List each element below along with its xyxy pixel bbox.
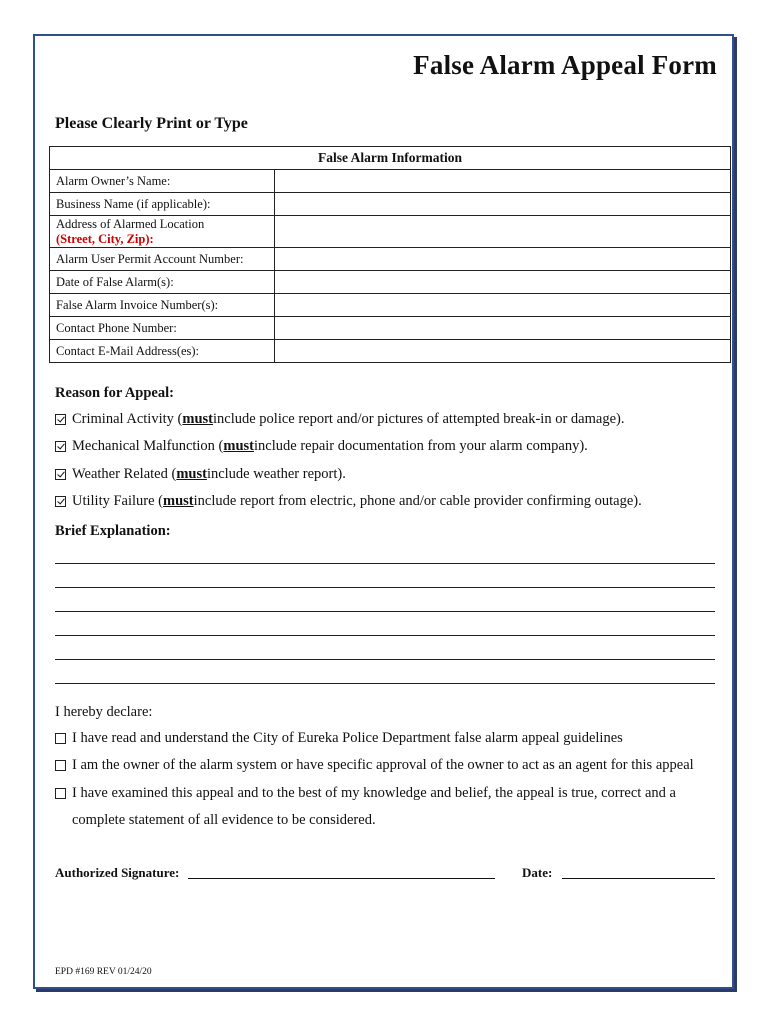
- address-sublabel: (Street, City, Zip):: [56, 231, 154, 246]
- table-row: [50, 340, 731, 363]
- address-label-cell: [50, 216, 275, 248]
- false-alarm-date-label: Date of False Alarm(s):: [50, 271, 275, 294]
- explanation-line-1[interactable]: [55, 563, 715, 564]
- form-subtitle: Please Clearly Print or Type: [55, 115, 248, 132]
- contact-phone-label: Contact Phone Number:: [50, 317, 275, 340]
- reason-text-post: include police report and/or pictures of attempted break-in or damage).: [212, 411, 625, 427]
- reason-text-post: include report from electric, phone and/or cable provider confirming outage).: [193, 493, 642, 509]
- declaration-text: I have examined this appeal and to the best of my knowledge and belief, the appeal is true, correct and a: [72, 785, 676, 801]
- table-row: [50, 294, 731, 317]
- contact-email-label: Contact E-Mail Address(es):: [50, 340, 275, 363]
- reason-for-appeal-heading: Reason for Appeal:: [55, 385, 174, 401]
- explanation-line-3[interactable]: [55, 611, 715, 612]
- declaration-text: I am the owner of the alarm system or have specific approval of the owner to act as an agent for this appeal: [72, 757, 694, 773]
- reason-mechanical-malfunction[interactable]: [55, 438, 588, 455]
- permit-account-number-field[interactable]: [275, 248, 731, 271]
- date-field[interactable]: [562, 878, 715, 879]
- checkbox-checked-icon[interactable]: [55, 414, 66, 425]
- table-row: [50, 170, 731, 193]
- explanation-line-2[interactable]: [55, 587, 715, 588]
- checkbox-unchecked-icon[interactable]: [55, 733, 66, 744]
- reason-text-pre: Weather Related (: [72, 466, 177, 482]
- checkbox-unchecked-icon[interactable]: [55, 788, 66, 799]
- declaration-owner-approval[interactable]: [55, 757, 694, 774]
- reason-criminal-activity[interactable]: [55, 411, 624, 428]
- must-emphasis: must: [223, 438, 255, 454]
- declaration-intro: I hereby declare:: [55, 704, 153, 720]
- checkbox-checked-icon[interactable]: [55, 469, 66, 480]
- declaration-true-correct[interactable]: [55, 785, 676, 802]
- table-row: [50, 193, 731, 216]
- checkbox-unchecked-icon[interactable]: [55, 760, 66, 771]
- reason-text-post: include weather report).: [206, 466, 346, 482]
- brief-explanation-heading: Brief Explanation:: [55, 523, 171, 539]
- address-field[interactable]: [275, 216, 731, 248]
- invoice-number-label: False Alarm Invoice Number(s):: [50, 294, 275, 317]
- info-table-header: False Alarm Information: [50, 147, 731, 170]
- checkbox-checked-icon[interactable]: [55, 441, 66, 452]
- reason-weather-related[interactable]: [55, 466, 346, 483]
- false-alarm-date-field[interactable]: [275, 271, 731, 294]
- table-row: [50, 317, 731, 340]
- business-name-field[interactable]: [275, 193, 731, 216]
- table-row: [50, 271, 731, 294]
- date-label: Date:: [522, 865, 553, 880]
- reason-text-pre: Mechanical Malfunction (: [72, 438, 224, 454]
- reason-utility-failure[interactable]: [55, 493, 642, 510]
- contact-phone-field[interactable]: [275, 317, 731, 340]
- alarm-owner-name-label: Alarm Owner’s Name:: [50, 170, 275, 193]
- explanation-line-4[interactable]: [55, 635, 715, 636]
- table-row: [50, 216, 731, 248]
- contact-email-field[interactable]: [275, 340, 731, 363]
- table-row: [50, 248, 731, 271]
- declaration-continuation: complete statement of all evidence to be considered.: [72, 812, 376, 828]
- permit-account-number-label: Alarm User Permit Account Number:: [50, 248, 275, 271]
- declaration-text: I have read and understand the City of Eureka Police Department false alarm appeal guidelines: [72, 730, 623, 746]
- explanation-line-5[interactable]: [55, 659, 715, 660]
- must-emphasis: must: [176, 466, 207, 482]
- invoice-number-field[interactable]: [275, 294, 731, 317]
- must-emphasis: must: [182, 411, 213, 427]
- explanation-line-6[interactable]: [55, 683, 715, 684]
- reason-text-pre: Utility Failure (: [72, 493, 164, 509]
- reason-text-pre: Criminal Activity (: [72, 411, 183, 427]
- form-revision-code: EPD #169 REV 01/24/20: [55, 967, 152, 977]
- declaration-read-guidelines[interactable]: [55, 730, 623, 747]
- alarm-owner-name-field[interactable]: [275, 170, 731, 193]
- form-title: False Alarm Appeal Form: [413, 50, 717, 80]
- must-emphasis: must: [163, 493, 194, 509]
- checkbox-checked-icon[interactable]: [55, 496, 66, 507]
- false-alarm-info-table: [49, 146, 731, 363]
- reason-text-post: include repair documentation from your alarm company).: [254, 438, 588, 454]
- authorized-signature-label: Authorized Signature:: [55, 865, 180, 880]
- address-label: Address of Alarmed Location: [56, 216, 205, 231]
- business-name-label: Business Name (if applicable):: [50, 193, 275, 216]
- authorized-signature-field[interactable]: [188, 878, 495, 879]
